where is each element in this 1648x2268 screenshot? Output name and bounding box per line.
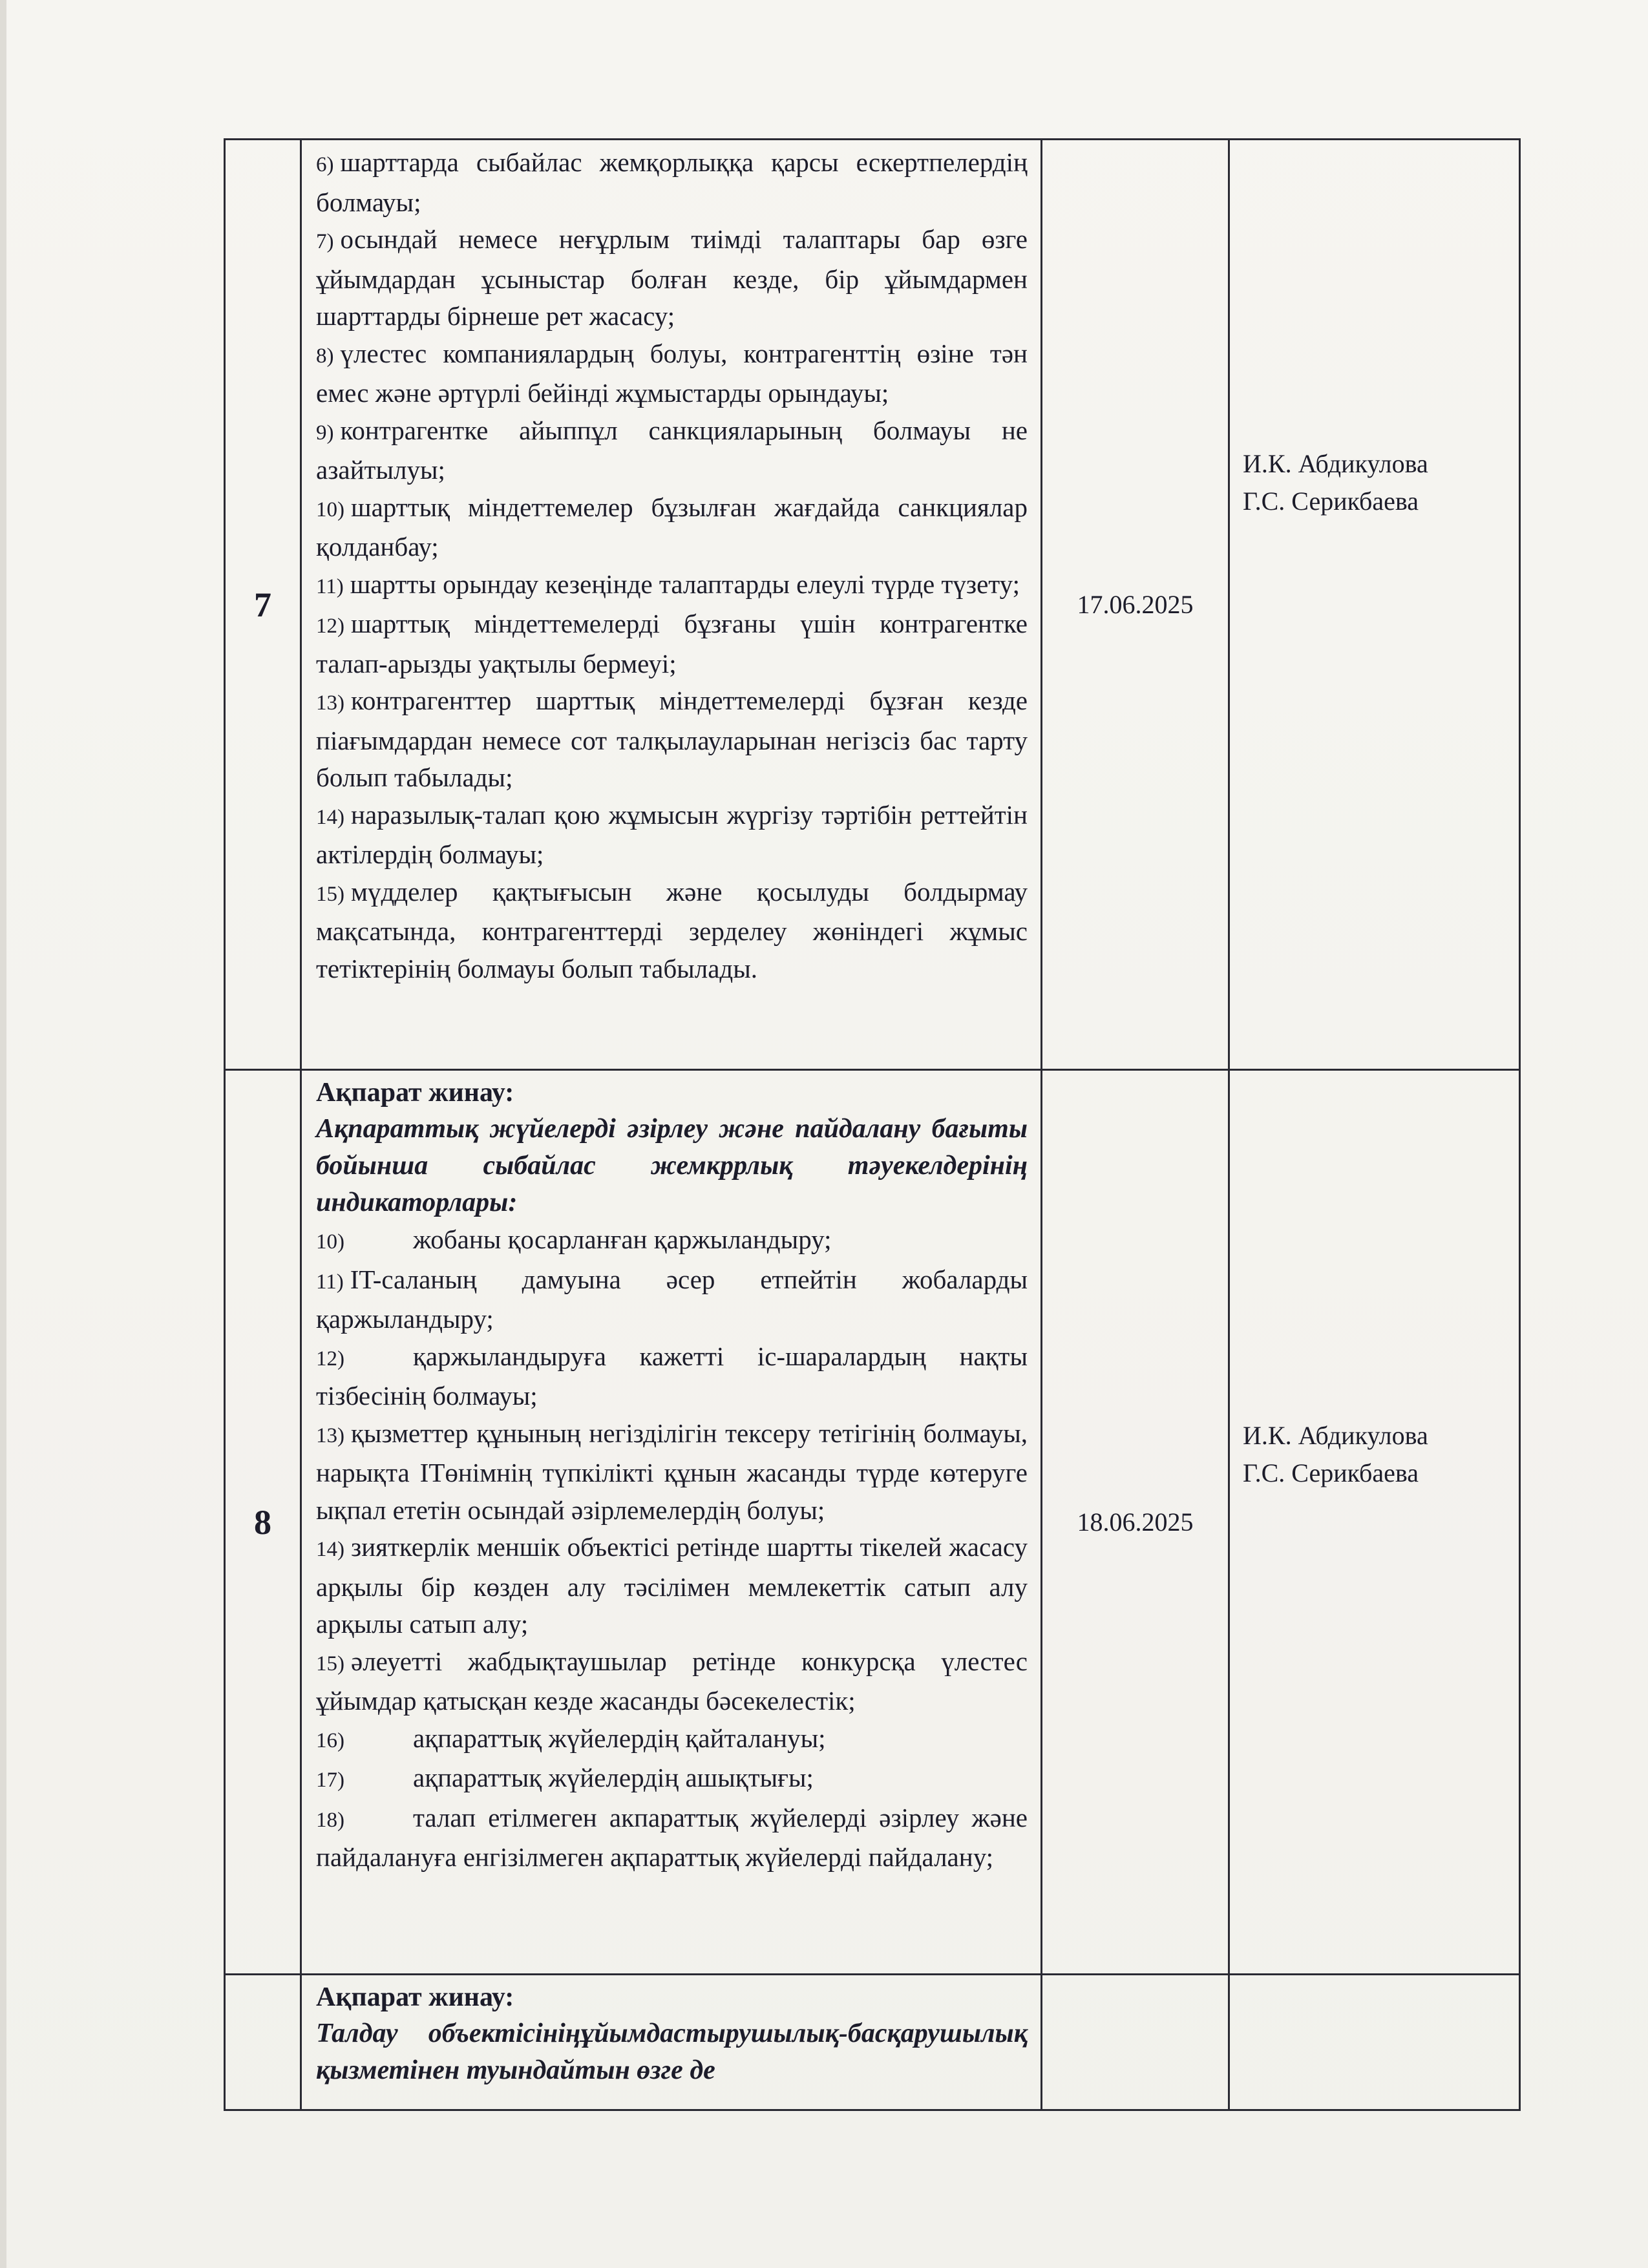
table-row [225,140,1520,1070]
responsible-person: Г.С. Серикбаева [1243,1458,1419,1487]
responsible-person: Г.С. Серикбаева [1243,487,1419,516]
indicators-cell [301,1975,1042,2110]
scan-edge [0,0,6,2268]
section-heading: Ақпарат жинау: [316,1982,514,2012]
plan-table [224,138,1521,2111]
row-number: 7 [225,140,301,1070]
due-date [1042,1975,1229,2110]
list-item: 6) шарттарда сыбайлас жемқорлыққа қарсы ескертпелердің болмауы; [316,147,1028,217]
list-item: 13) контрагенттер шарттық міндеттемелерді бұзған кезде піағымдардан немесе сот талқылауларынан негізсіз бас тарту болып табылады; [316,686,1028,792]
list-item: 7) осындай немесе неғұрлым тиімді талаптары бар өзге ұйымдардан ұсыныстар болған кезде, бір ұйымдармен шарттарды бірнеше рет жасасу; [316,224,1028,331]
table-row [225,1975,1520,2110]
list-item: 15) мүдделер қақтығысын және қосылуды болдырмау мақсатында, контрагенттерді зерделеу жөніндегі жұмыс тетіктерінің болмауы болып табылады. [316,876,1028,983]
list-item: 10) жобаны қосарланған қаржыландыру; [316,1224,832,1254]
list-item: 12) қаржыландыруға кажетті іс-шаралардың нақты тізбесінің болмауы; [316,1341,1028,1411]
row-number: 8 [225,1070,301,1975]
list-item: 13) қызметтер құнының негізділігін тексеру тетігінің болмауы, нарықта ITөнімнің түпкілікті құнын жасанды түрде көтеруге ықпал ететін осындай әзірлемелердің болуы; [316,1418,1028,1525]
list-item: 18) талап етілмеген акпараттық жүйелерді әзірлеу және пайдалануға енгізілмеген ақпараттық жүйелерді пайдалану; [316,1802,1028,1872]
section-subheading: Талдау объектісініңұйымдастырушылық-басқарушылық қызметінен туындайтын өзге де [316,2019,1028,2085]
due-date: 17.06.2025 [1042,140,1229,1070]
table-row [225,1070,1520,1975]
responsible-person: И.К. Абдикулова [1243,449,1428,478]
list-item: 11) IT-саланың дамуына әсер етпейтін жобаларды қаржыландыру; [316,1264,1028,1334]
indicators-cell [301,140,1042,1070]
list-item: 8) үлестес компаниялардың болуы, контрагенттің өзіне тән емес және әртүрлі бейінді жұмыстарды орындауы; [316,338,1028,408]
responsible-cell [1229,1975,1520,2110]
list-item: 10) шарттық міндеттемелер бұзылған жағдайда санкциялар қолданбау; [316,492,1028,562]
list-item: 15) әлеуетті жабдықтаушылар ретінде конкурсқа үлестес ұйымдар қатысқан кезде жасанды бәсекелестік; [316,1646,1028,1716]
list-item: 12) шарттық міндеттемелерді бұзғаны үшін контрагентке талап-арызды уақтылы бермеуі; [316,609,1028,678]
due-date: 18.06.2025 [1042,1070,1229,1975]
list-item: 14) зияткерлік меншік объектісі ретінде шартты тікелей жасасу арқылы бір көзден алу тәсілімен мемлекеттік сатып алу арқылы сатып алу; [316,1532,1028,1639]
list-item: 14) наразылық-талап қою жұмысын жүргізу тәртібін реттейтін актілердің болмауы; [316,799,1028,869]
list-item: 9) контрагентке айыппұл санкцияларының болмауы не азайтылуы; [316,415,1028,485]
list-item: 16) ақпараттық жүйелердің қайталануы; [316,1723,826,1753]
indicators-cell [301,1070,1042,1975]
list-item: 11) шартты орындау кезеңінде талаптарды елеулі түрде түзету; [316,569,1020,599]
section-heading: Ақпарат жинау: [316,1078,514,1108]
list-item: 17) ақпараттық жүйелердің ашықтығы; [316,1763,814,1792]
responsible-cell [1229,140,1520,1070]
responsible-person: И.К. Абдикулова [1243,1421,1428,1450]
section-subheading: Ақпараттық жүйелерді әзірлеу және пайдалану бағыты бойынша сыбайлас жемкррлық тәуекелдерінің индикаторлары: [316,1114,1028,1217]
responsible-cell [1229,1070,1520,1975]
row-number [225,1975,301,2110]
